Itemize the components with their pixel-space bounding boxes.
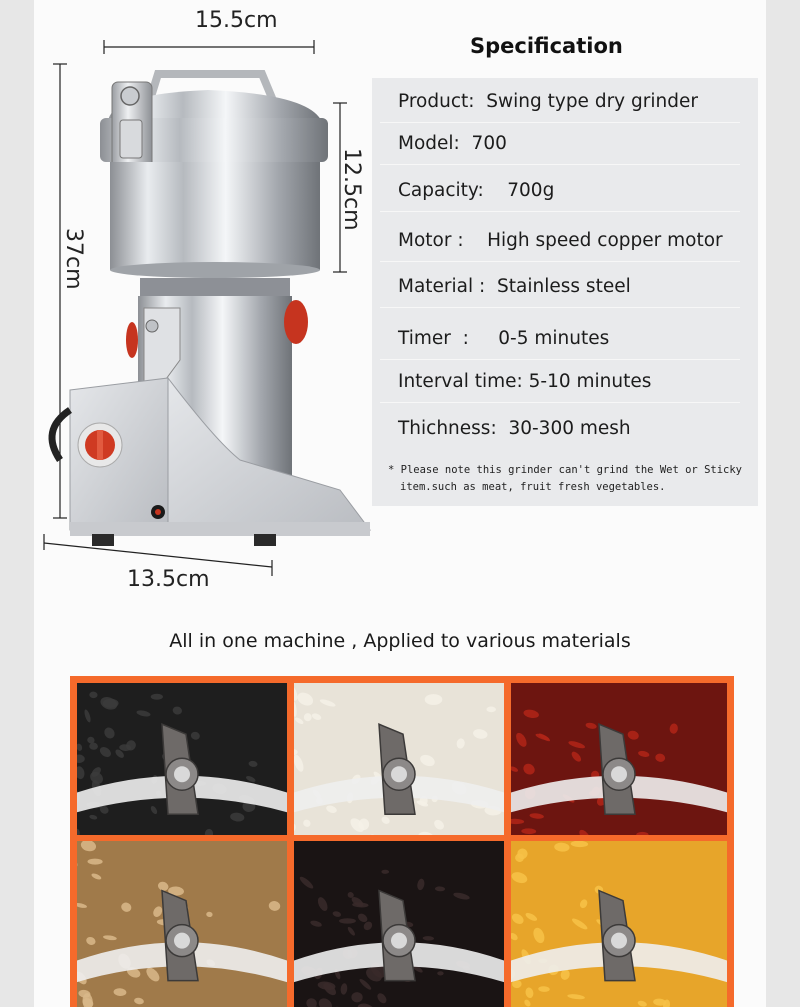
spec-row-material: Material : Stainless steel bbox=[380, 266, 740, 308]
dimension-width-top: 15.5cm bbox=[195, 8, 278, 33]
spec-panel bbox=[372, 78, 758, 506]
spec-note bbox=[388, 462, 758, 496]
spec-row-timer: Timer : 0-5 minutes bbox=[380, 318, 740, 360]
tile-black-rice bbox=[294, 841, 504, 1007]
corn-grits-image bbox=[511, 841, 727, 1007]
grinder-illustration bbox=[40, 60, 380, 560]
spec-note-line1: * Please note this grinder can't grind the Wet or Sticky bbox=[388, 464, 743, 476]
spec-row-thickness: Thichness: 30-300 mesh bbox=[398, 418, 631, 439]
dried-root-slices-image bbox=[294, 683, 504, 835]
tile-corn-grits bbox=[511, 841, 727, 1007]
dimension-width-base: 13.5cm bbox=[127, 567, 210, 592]
materials-title: All in one machine , Applied to various materials bbox=[169, 630, 631, 652]
spec-row-product: Product: Swing type dry grinder bbox=[380, 81, 740, 123]
tile-red-chili-peppers bbox=[511, 683, 727, 835]
black-rice-image bbox=[294, 841, 504, 1007]
spec-row-motor: Motor : High speed copper motor bbox=[380, 220, 740, 262]
spec-row-interval: Interval time: 5-10 minutes bbox=[380, 361, 740, 403]
dimension-height-lid: 12.5cm bbox=[339, 148, 364, 231]
dimension-height-total: 37cm bbox=[61, 228, 86, 290]
black-beans-image bbox=[77, 683, 287, 835]
tile-black-beans bbox=[77, 683, 287, 835]
tile-herbal-slices bbox=[77, 841, 287, 1007]
spec-row-capacity: Capacity: 700g bbox=[380, 170, 740, 212]
red-chili-peppers-image bbox=[511, 683, 727, 835]
herbal-slices-image bbox=[77, 841, 287, 1007]
spec-title: Specification bbox=[470, 34, 623, 58]
tile-dried-root-slices bbox=[294, 683, 504, 835]
spec-note-line2: item.such as meat, fruit fresh vegetables. bbox=[400, 481, 666, 493]
spec-row-model: Model: 700 bbox=[380, 123, 740, 165]
